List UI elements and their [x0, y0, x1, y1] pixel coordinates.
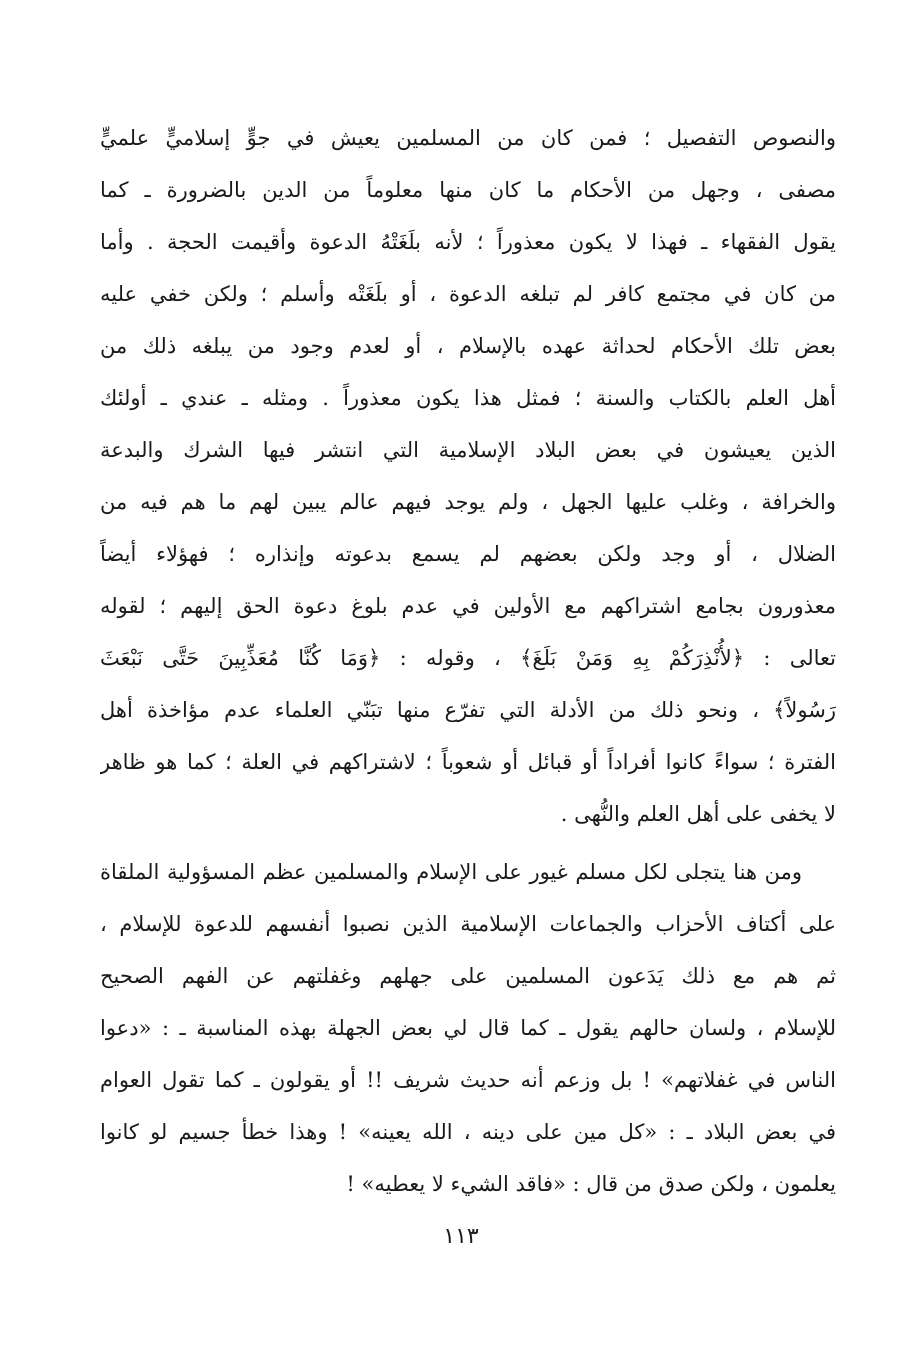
text-line: للإسلام ، ولسان حالهم يقول ـ كما قال لي بعض الجهلة بهذه المناسبة ـ : «دعوا — [100, 1016, 836, 1040]
text-line: معذورون بجامع اشتراكهم مع الأولين في عدم بلوغ دعوة الحق إليهم ؛ لقوله — [100, 594, 836, 618]
text-line: الفترة ؛ سواءً كانوا أفراداً أو قبائل أو شعوباً ؛ لاشتراكهم في العلة ؛ كما هو ظاهر — [100, 750, 836, 774]
text-line: والخرافة ، وغلب عليها الجهل ، ولم يوجد فيهم عالم يبين لهم ما هم فيه من — [100, 490, 836, 514]
text-line: الضلال ، أو وجد ولكن بعضهم لم يسمع بدعوته وإنذاره ؛ فهؤلاء أيضاً — [100, 542, 836, 566]
page-number: ١١٣ — [443, 1224, 479, 1249]
text-line: رَسُولاً﴾ ، ونحو ذلك من الأدلة التي تفرّع منها تبَنّي العلماء عدم مؤاخذة أهل — [100, 698, 836, 722]
text-line: يقول الفقهاء ـ فهذا لا يكون معذوراً ؛ لأنه بلَغَتْهُ الدعوة وأقيمت الحجة . وأما — [100, 230, 836, 254]
text-line: ومن هنا يتجلى لكل مسلم غيور على الإسلام والمسلمين عظم المسؤولية الملقاة — [100, 860, 802, 884]
text-line: لا يخفى على أهل العلم والنُّهى . — [560, 802, 836, 826]
paragraph-1 — [100, 112, 836, 840]
text-line: الناس في غفلاتهم» ! بل وزعم أنه حديث شريف !! أو يقولون ـ كما تقول العوام — [100, 1068, 836, 1092]
text-line: في بعض البلاد ـ : «كل مين على دينه ، الله يعينه» ! وهذا خطأ جسيم لو كانوا — [100, 1120, 836, 1144]
text-line: بعض تلك الأحكام لحداثة عهده بالإسلام ، أو لعدم وجود من يبلغه ذلك من — [100, 334, 836, 358]
text-line: على أكتاف الأحزاب والجماعات الإسلامية الذين نصبوا أنفسهم للدعوة للإسلام ، — [100, 912, 836, 936]
text-line: تعالى : ﴿لأُنْذِرَكُمْ بِهِ وَمَنْ بَلَغَ﴾ ، وقوله : ﴿وَمَا كُنَّا مُعَذِّبِينَ حَتَّى نَبْعَثَ — [100, 646, 836, 670]
text-line: مصفى ، وجهل من الأحكام ما كان منها معلوماً من الدين بالضرورة ـ كما — [100, 178, 836, 202]
text-line: من كان في مجتمع كافر لم تبلغه الدعوة ، أو بلَغَتْه وأسلم ؛ ولكن خفي عليه — [100, 282, 836, 306]
text-line: أهل العلم بالكتاب والسنة ؛ فمثل هذا يكون معذوراً . ومثله ـ عندي ـ أولئك — [100, 386, 836, 410]
text-line: والنصوص التفصيل ؛ فمن كان من المسلمين يعيش في جوٍّ إسلاميٍّ علميٍّ — [100, 126, 836, 150]
text-line: يعلمون ، ولكن صدق من قال : «فاقد الشيء لا يعطيه» ! — [346, 1172, 836, 1196]
text-line: ثم هم مع ذلك يَدَعون المسلمين على جهلهم وغفلتهم عن الفهم الصحيح — [100, 964, 836, 988]
paragraph-2 — [100, 846, 836, 1210]
text-line: الذين يعيشون في بعض البلاد الإسلامية التي انتشر فيها الشرك والبدعة — [100, 438, 836, 462]
